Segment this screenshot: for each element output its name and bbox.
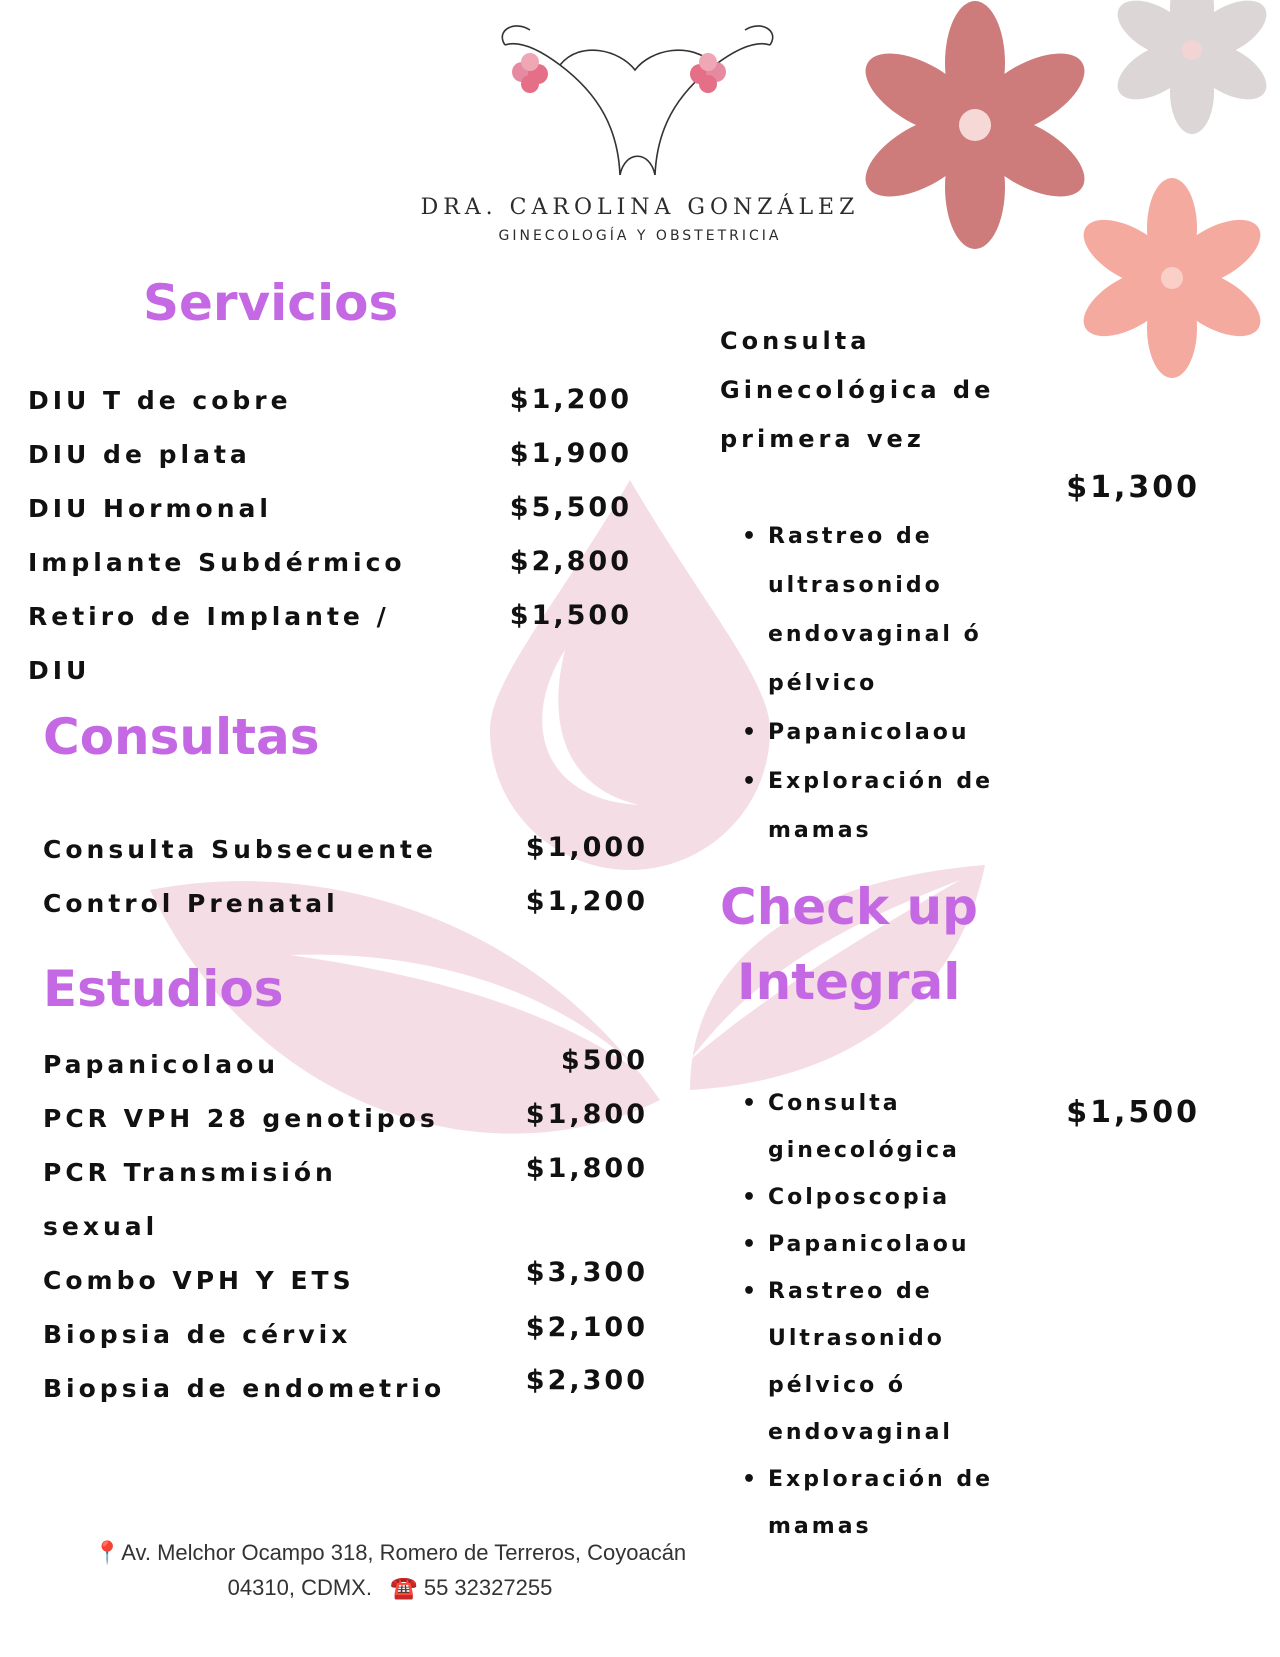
list-item: • Rastreo de ultrasonido endovaginal ó pélvico [742, 512, 1068, 708]
estudio-price: $3,300 [525, 1257, 648, 1288]
service-price: $1,500 [509, 600, 632, 631]
primera-vez-line3: primera vez [720, 425, 925, 453]
address-line1: Av. Melchor Ocampo 318, Romero de Terreros, Coyoacán [121, 1540, 687, 1565]
estudio-name: Papanicolaou [43, 1050, 280, 1079]
consulta-price: $1,200 [525, 886, 648, 917]
phone-icon: ☎️ [390, 1575, 418, 1600]
brand-subtitle: GINECOLOGÍA Y OBSTETRICIA [498, 228, 782, 244]
checkup-list [742, 1080, 1068, 1550]
estudio-name: Biopsia de cérvix [43, 1320, 352, 1349]
address-line2: 04310, CDMX. [227, 1575, 372, 1600]
primera-vez-list [742, 512, 1068, 855]
consulta-price: $1,000 [525, 832, 648, 863]
list-item: • Exploración de mamas [742, 1456, 1058, 1550]
primera-vez-price: $1,300 [1066, 470, 1200, 505]
footer-contact [40, 1535, 740, 1605]
consulta-name: Control Prenatal [43, 889, 339, 918]
estudio-price: $2,300 [525, 1365, 648, 1396]
consultas-title: Consultas [43, 708, 320, 766]
brand-name: DRA. CAROLINA GONZÁLEZ [420, 195, 860, 220]
service-name: DIU T de cobre [28, 386, 292, 415]
checkup-price: $1,500 [1066, 1095, 1200, 1130]
primera-vez-line2: Ginecológica de [720, 376, 995, 404]
service-price: $1,900 [509, 438, 632, 469]
drop-shape [490, 480, 770, 870]
estudio-price: $1,800 [525, 1153, 648, 1184]
location-pin-icon: 📍 [93, 1540, 122, 1565]
estudio-name: PCR VPH 28 genotipos [43, 1104, 439, 1133]
service-name: Implante Subdérmico [28, 548, 406, 577]
checkup-title-line2: Integral [737, 953, 961, 1011]
list-item: • Papanicolaou [742, 1221, 1068, 1268]
estudio-name: Combo VPH Y ETS [43, 1266, 355, 1295]
estudios-title: Estudios [43, 960, 284, 1018]
service-price: $2,800 [509, 546, 632, 577]
list-item: • Papanicolaou [742, 708, 1068, 757]
estudio-name: Biopsia de endometrio [43, 1374, 446, 1403]
phone-number[interactable]: 55 32327255 [423, 1575, 553, 1600]
estudio-name-cont: sexual [43, 1212, 159, 1241]
service-name: DIU de plata [28, 440, 251, 469]
list-item: • Colposcopia [742, 1174, 1068, 1221]
flower-light [1073, 178, 1271, 378]
primera-vez-line1: Consulta [720, 327, 871, 355]
service-price: $1,200 [509, 384, 632, 415]
service-name: Retiro de Implante / [28, 602, 390, 631]
estudio-price: $2,100 [525, 1312, 648, 1343]
estudio-name: PCR Transmisión [43, 1158, 337, 1187]
list-item: • Rastreo de Ultrasonido pélvico ó endovaginal [742, 1268, 1028, 1456]
uterus-flower-logo-icon [502, 26, 772, 175]
checkup-title-line1: Check up [720, 878, 978, 936]
estudio-price: $1,800 [525, 1099, 648, 1130]
service-price: $5,500 [509, 492, 632, 523]
estudio-price: $500 [560, 1045, 648, 1076]
service-name: DIU Hormonal [28, 494, 272, 523]
list-item: • Consulta ginecológica [742, 1080, 1018, 1174]
consulta-name: Consulta Subsecuente [43, 835, 437, 864]
flower-grey [1108, 0, 1275, 134]
list-item: • Exploración de mamas [742, 757, 1058, 855]
service-name-cont: DIU [28, 656, 91, 685]
servicios-title: Servicios [143, 274, 399, 332]
